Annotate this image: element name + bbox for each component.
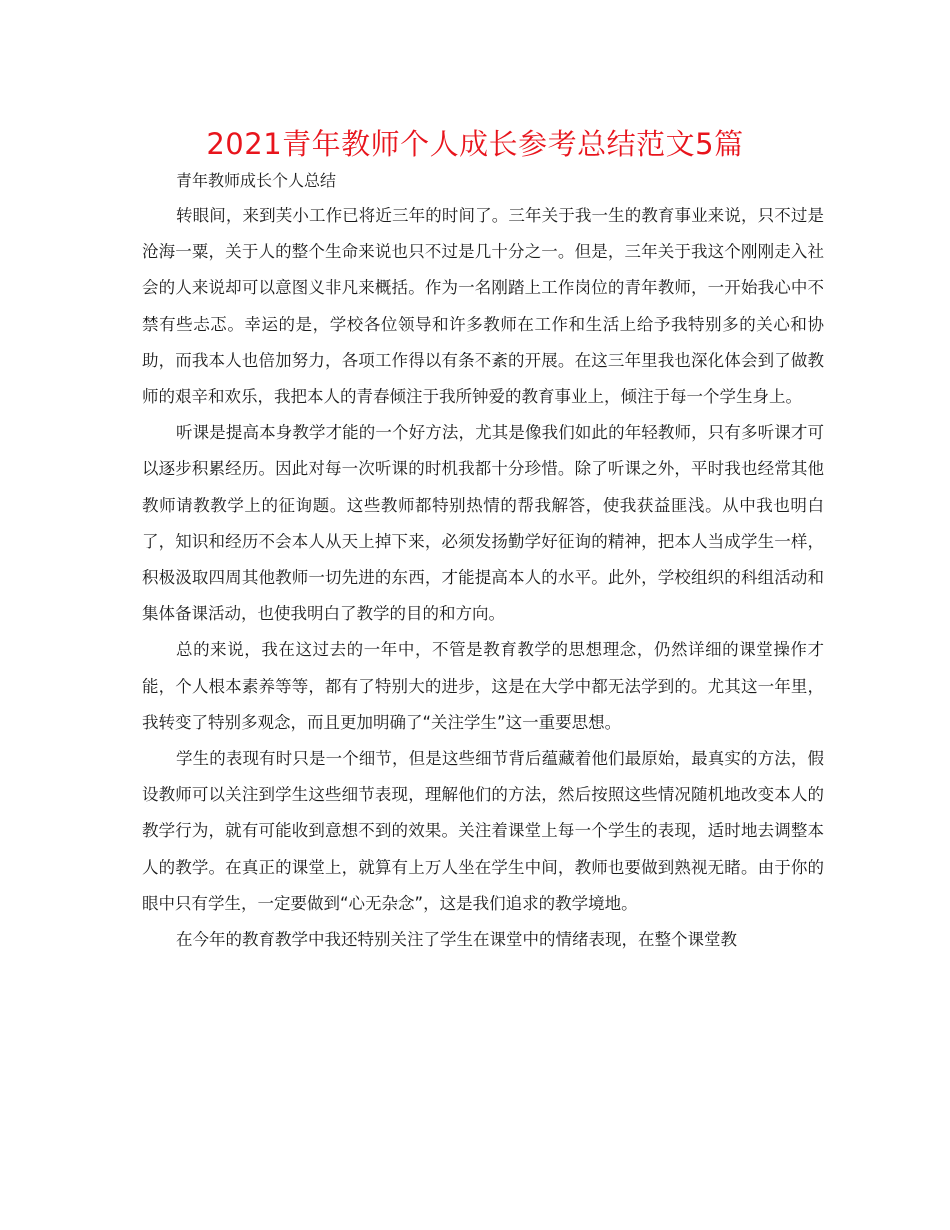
document-title: 2021青年教师个人成长参考总结范文5篇	[206, 127, 744, 161]
paragraph: 听课是提高本身教学才能的一个好方法，尤其是像我们如此的年轻教师，只有多听课才可以逐步积累经历。因此对每一次听课的时机我都十分珍惜。除了听课之外，平时我也经常其他教师请教教学上的征询题。这些教师都特别热情的帮我解答，使我获益匪浅。从中我也明白了，知识和经历不会本人从天上掉下来，必须发扬勤学好征询的精神，把本人当成学生一样，积极汲取四周其他教师一切先进的东西，才能提高本人的水平。此外，学校组织的科组活动和集体备课活动，也使我明白了教学的目的和方向。	[142, 423, 824, 624]
document-body	[142, 198, 824, 958]
paragraph: 在今年的教育教学中我还特别关注了学生在课堂中的情绪表现，在整个课堂教	[176, 930, 737, 950]
paragraph: 转眼间，来到芙小工作已将近三年的时间了。三年关于我一生的教育事业来说，只不过是沧海一粟，关于人的整个生命来说也只不过是几十分之一。但是，三年关于我这个刚刚走入社会的人来说却可以意图义非凡来概括。作为一名刚踏上工作岗位的青年教师，一开始我心中不禁有些忐忑。幸运的是，学校各位领导和许多教师在工作和生活上给予我特别多的关心和协助，而我本人也倍加努力，各项工作得以有条不紊的开展。在这三年里我也深化体会到了做教师的艰辛和欢乐，我把本人的青春倾注于我所钟爱的教育事业上，倾注于每一个学生身上。	[142, 206, 824, 407]
document-subtitle: 青年教师成长个人总结	[176, 171, 337, 190]
paragraph: 学生的表现有时只是一个细节，但是这些细节背后蕴藏着他们最原始，最真实的方法，假设教师可以关注到学生这些细节表现，理解他们的方法，然后按照这些情况随机地改变本人的教学行为，就有可能收到意想不到的效果。关注着课堂上每一个学生的表现，适时地去调整本人的教学。在真正的课堂上，就算有上万人坐在学生中间，教师也要做到熟视无睹。由于你的眼中只有学生，一定要做到“心无杂念”，这是我们追求的教学境地。	[142, 749, 824, 913]
paragraph: 总的来说，我在这过去的一年中，不管是教育教学的思想理念，仍然详细的课堂操作才能，个人根本素养等等，都有了特别大的进步，这是在大学中都无法学到的。尤其这一年里，我转变了特别多观念，而且更加明确了“关注学生”这一重要思想。	[142, 640, 824, 732]
